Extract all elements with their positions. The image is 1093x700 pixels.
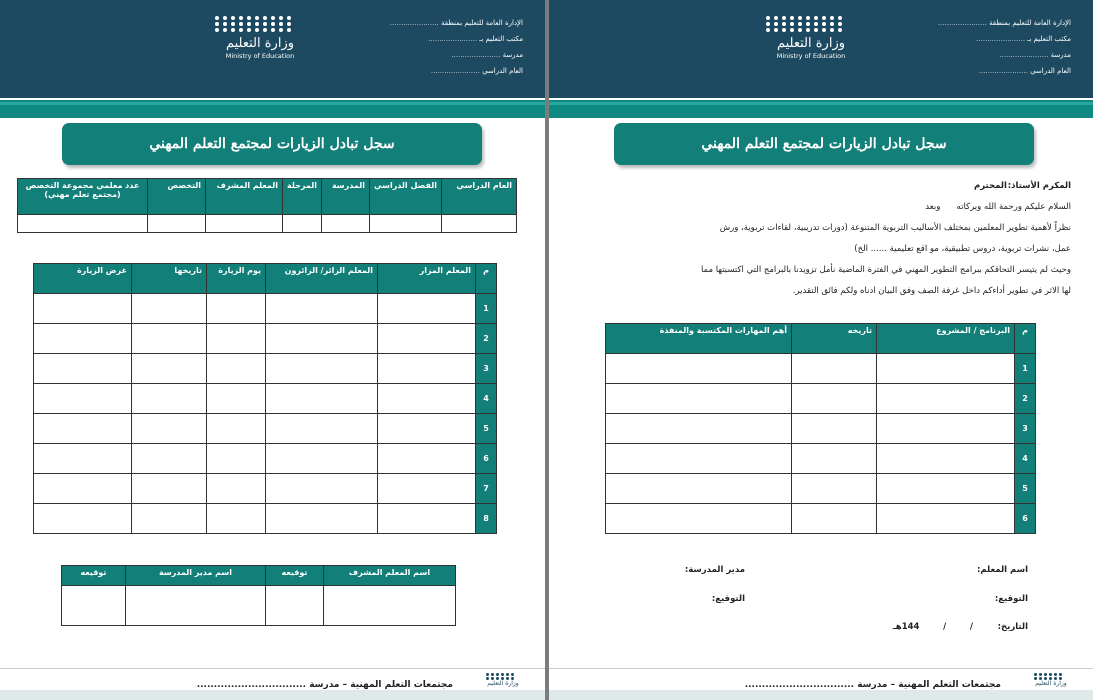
footer-logo-icon — [486, 673, 520, 695]
col-school: المدرسة — [322, 179, 370, 215]
logo-english: Ministry of Education — [225, 52, 295, 60]
table-cell[interactable] — [792, 414, 877, 444]
teacher-signature-label: التوقيع: — [994, 594, 1028, 604]
logo-arabic: وزارة التعليم — [776, 36, 846, 51]
col-visit-purpose: غرض الزيارة — [34, 264, 132, 294]
table-cell[interactable] — [34, 414, 132, 444]
table-cell[interactable] — [877, 354, 1015, 384]
table-cell[interactable] — [132, 444, 207, 474]
paragraph-line: نظراً لأهمية تطوير المعلمين بمختلف الأساليب التربوية المتنوعة (دورات تدريبية، لقاءات تربوية، ورش — [719, 223, 1071, 233]
paragraph-line: عمل، نشرات تربوية، دروس تطبيقية، مو اقع تعليمية ...... الخ) — [854, 244, 1071, 254]
programs-table — [605, 323, 1036, 534]
table-row — [606, 504, 1036, 534]
col-group-count — [18, 179, 148, 215]
cell[interactable] — [206, 215, 283, 233]
table-cell[interactable] — [266, 324, 378, 354]
col-group-count-line2: (مجتمع تعلم مهني) — [44, 190, 121, 199]
table-cell[interactable] — [266, 414, 378, 444]
paragraph-line: وحيث لم يتيسر التحاقكم ببرامج التطوير المهني في الفترة الماضية نأمل تزويدنا بالبرامج التي اكتسبتها مما — [700, 265, 1071, 275]
col-principal-name: اسم مدير المدرسة — [126, 566, 266, 586]
table-row — [34, 474, 497, 504]
admin-line: مدرسة — [502, 51, 523, 59]
table-cell[interactable] — [34, 324, 132, 354]
logo-dots-icon — [215, 16, 310, 32]
col-supervisor-signature: توقيعه — [266, 566, 324, 586]
table-row — [34, 354, 497, 384]
table-cell[interactable] — [792, 474, 877, 504]
table-cell[interactable] — [34, 384, 132, 414]
date-value: / / 144هـ — [892, 622, 973, 632]
table-cell[interactable] — [207, 414, 266, 444]
letter-body — [589, 176, 1071, 302]
row-number: 6 — [1015, 504, 1036, 534]
table-cell[interactable] — [378, 354, 476, 384]
table-cell[interactable] — [34, 504, 132, 534]
signature-table — [61, 565, 456, 626]
col-specialization: التخصص — [148, 179, 206, 215]
table-cell[interactable] — [792, 504, 877, 534]
footer-logo-text: وزارة التعليم — [1035, 680, 1067, 687]
table-cell[interactable] — [378, 474, 476, 504]
logo-arabic: وزارة التعليم — [225, 36, 295, 51]
table-cell[interactable] — [606, 474, 792, 504]
cell[interactable] — [148, 215, 206, 233]
page-footer — [549, 668, 1093, 700]
table-cell[interactable] — [877, 384, 1015, 414]
table-row — [34, 324, 497, 354]
footer-logo-text: وزارة التعليم — [487, 680, 519, 687]
row-number: 4 — [1015, 444, 1036, 474]
table-cell[interactable] — [378, 324, 476, 354]
table-cell[interactable] — [378, 414, 476, 444]
table-cell[interactable] — [378, 444, 476, 474]
table-row — [34, 444, 497, 474]
teal-bar — [549, 100, 1093, 118]
admin-line: العام الدراسي — [1030, 67, 1071, 75]
row-number: 3 — [1015, 414, 1036, 444]
admin-line: الإدارة العامة للتعليم بمنطقة — [441, 19, 523, 27]
dots: ...................... — [999, 51, 1049, 59]
table-cell[interactable] — [877, 474, 1015, 504]
table-cell[interactable] — [266, 504, 378, 534]
teal-bar — [0, 100, 545, 118]
row-number: 4 — [476, 384, 497, 414]
cell[interactable] — [283, 215, 322, 233]
dots: ...................... — [937, 19, 987, 27]
col-skills: أهم المهارات المكتسبة والمنفذة — [606, 324, 792, 354]
row-number: 3 — [476, 354, 497, 384]
row-number: 2 — [1015, 384, 1036, 414]
cell[interactable] — [324, 586, 456, 626]
table-row — [34, 414, 497, 444]
col-program: البرنامج / المشروع — [877, 324, 1015, 354]
principal-signature-label: التوقيع: — [711, 594, 745, 604]
logo-dots-icon — [766, 16, 861, 32]
row-number: 8 — [476, 504, 497, 534]
col-index: م — [1015, 324, 1036, 354]
date-label: التاريخ: — [997, 622, 1028, 632]
left-page — [0, 0, 545, 700]
table-cell[interactable] — [207, 504, 266, 534]
table-cell[interactable] — [877, 414, 1015, 444]
page-title: سجل تبادل الزيارات لمجتمع التعلم المهني — [614, 123, 1034, 165]
admin-lines — [373, 16, 523, 80]
table-row — [34, 294, 497, 324]
col-supervisor-name: اسم المعلم المشرف — [324, 566, 456, 586]
table-cell[interactable] — [378, 384, 476, 414]
table-cell[interactable] — [792, 384, 877, 414]
salutation: المكرم الأستاذ: — [1007, 181, 1071, 191]
col-program-date: تاريخه — [792, 324, 877, 354]
table-cell[interactable] — [792, 444, 877, 474]
row-number: 1 — [1015, 354, 1036, 384]
table-cell[interactable] — [132, 414, 207, 444]
col-principal-signature: توقيعه — [62, 566, 126, 586]
cell[interactable] — [126, 586, 266, 626]
info-table — [17, 178, 517, 233]
table-cell[interactable] — [132, 384, 207, 414]
table-cell[interactable] — [378, 294, 476, 324]
table-cell[interactable] — [132, 324, 207, 354]
page-footer — [0, 668, 545, 700]
table-cell[interactable] — [207, 474, 266, 504]
col-group-count-line1: عدد معلمي مجموعة التخصص — [25, 181, 140, 190]
ministry-logo — [210, 16, 310, 78]
table-cell[interactable] — [207, 384, 266, 414]
table-cell[interactable] — [132, 474, 207, 504]
table-cell[interactable] — [132, 294, 207, 324]
col-visited-teacher: المعلم المزار — [378, 264, 476, 294]
table-cell[interactable] — [266, 444, 378, 474]
table-cell[interactable] — [378, 504, 476, 534]
admin-line: العام الدراسي — [482, 67, 523, 75]
respected-label: المحترم — [974, 181, 1007, 191]
table-cell[interactable] — [207, 444, 266, 474]
footer-text: مجتمعات التعلم المهنية – مدرسة ................................ — [744, 680, 1001, 690]
visits-table — [33, 263, 497, 534]
footer-text: مجتمعات التعلم المهنية – مدرسة ................................ — [196, 680, 453, 690]
table-cell[interactable] — [792, 354, 877, 384]
col-visit-date: تاريخها — [132, 264, 207, 294]
table-row — [34, 384, 497, 414]
table-cell[interactable] — [606, 444, 792, 474]
table-row — [606, 414, 1036, 444]
right-page — [549, 0, 1093, 700]
cell[interactable] — [18, 215, 148, 233]
teacher-name-label: اسم المعلم: — [976, 565, 1028, 575]
row-number: 1 — [476, 294, 497, 324]
footer-band — [549, 690, 1093, 700]
cell[interactable] — [442, 215, 517, 233]
cell[interactable] — [322, 215, 370, 233]
page-title: سجل تبادل الزيارات لمجتمع التعلم المهني — [62, 123, 482, 165]
ministry-logo — [761, 16, 861, 78]
table-cell[interactable] — [606, 384, 792, 414]
table-cell[interactable] — [132, 354, 207, 384]
greeting: السلام عليكم ورحمة الله وبركاته وبعد — [925, 202, 1071, 212]
table-cell[interactable] — [606, 354, 792, 384]
table-cell[interactable] — [266, 384, 378, 414]
row-number: 5 — [476, 414, 497, 444]
dots: ...................... — [976, 35, 1026, 43]
table-row — [606, 384, 1036, 414]
col-visiting-teachers: المعلم الزائر/ الزائرون — [266, 264, 378, 294]
table-cell[interactable] — [34, 294, 132, 324]
admin-line: مدرسة — [1050, 51, 1071, 59]
paragraph-line: لها الاثر في تطوير أداءكم داخل غرفة الصف وفق البيان ادناه ولكم فائق التقدير. — [792, 286, 1071, 296]
table-cell[interactable] — [877, 444, 1015, 474]
dots: ...................... — [978, 67, 1028, 75]
table-cell[interactable] — [606, 414, 792, 444]
footer-band — [0, 690, 545, 700]
col-supervisor: المعلم المشرف — [206, 179, 283, 215]
table-cell[interactable] — [34, 474, 132, 504]
table-cell[interactable] — [34, 354, 132, 384]
col-stage: المرحلة — [283, 179, 322, 215]
table-row — [606, 354, 1036, 384]
dots: ...................... — [430, 67, 480, 75]
table-cell[interactable] — [207, 294, 266, 324]
col-academic-year: العام الدراسي — [442, 179, 517, 215]
table-row — [606, 474, 1036, 504]
row-number: 2 — [476, 324, 497, 354]
table-cell[interactable] — [132, 504, 207, 534]
col-visit-day: يوم الزيارة — [207, 264, 266, 294]
table-cell[interactable] — [606, 504, 792, 534]
col-index: م — [476, 264, 497, 294]
col-semester: الفصل الدراسي — [370, 179, 442, 215]
table-row — [34, 504, 497, 534]
row-number: 5 — [1015, 474, 1036, 504]
logo-english: Ministry of Education — [776, 52, 846, 60]
table-cell[interactable] — [266, 294, 378, 324]
dots: ...................... — [428, 35, 478, 43]
row-number: 6 — [476, 444, 497, 474]
cell[interactable] — [266, 586, 324, 626]
table-cell[interactable] — [266, 354, 378, 384]
table-cell[interactable] — [34, 444, 132, 474]
admin-line: الإدارة العامة للتعليم بمنطقة — [989, 19, 1071, 27]
admin-line: مكتب التعليم بـ — [479, 35, 523, 43]
table-cell[interactable] — [877, 504, 1015, 534]
table-cell[interactable] — [207, 324, 266, 354]
admin-line: مكتب التعليم بـ — [1027, 35, 1071, 43]
page-header — [0, 0, 545, 98]
row-number: 7 — [476, 474, 497, 504]
cell[interactable] — [370, 215, 442, 233]
table-cell[interactable] — [207, 354, 266, 384]
footer-logo-icon — [1034, 673, 1068, 695]
dots: ...................... — [451, 51, 501, 59]
page-header — [549, 0, 1093, 98]
dots: ...................... — [389, 19, 439, 27]
principal-label: مدير المدرسة: — [684, 565, 745, 575]
admin-lines — [921, 16, 1071, 80]
table-row — [606, 444, 1036, 474]
table-cell[interactable] — [266, 474, 378, 504]
cell[interactable] — [62, 586, 126, 626]
